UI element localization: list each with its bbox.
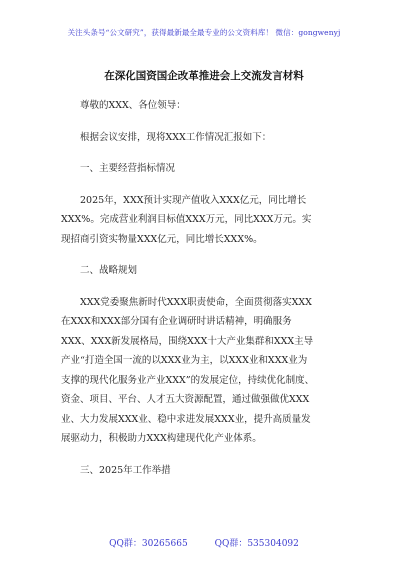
section2-line: 支撑的现代化服务业产业XXX”的发展定位，持续优化制度、 xyxy=(61,374,315,386)
section2-line: 业、大力发展XXX业、稳中求进发展XXX业，提升高质量发 xyxy=(61,413,311,425)
footer-qq-group-1: QQ群：30265665 xyxy=(109,539,188,549)
section2-line: 资金、项目、平台、人才五大资源配置，通过做强做优XXX xyxy=(61,394,310,405)
greeting: 尊敬的XXX、各位领导： xyxy=(80,100,186,111)
footer xyxy=(0,536,408,549)
document-body xyxy=(61,96,347,480)
section2-line: 在XXX和XXX部分国有企业调研时讲话精神，明确服务 xyxy=(61,316,292,327)
footer-qq-group-2: QQ群：535304092 xyxy=(214,539,299,549)
section2-line: XXX、XXX新发展格局，围绕XXX十大产业集群和XXX主导 xyxy=(61,335,314,347)
section2-line: 产业“打造全国一流的以XXX业为主，以XXX业和XXX业为 xyxy=(61,355,308,366)
header-banner: 关注头条号“公文研究”，获得最新最全最专业的公文资料库！ 微信：gongwenyj xyxy=(67,28,341,37)
section2-line: 展驱动力，积极助力XXX构建现代化产业体系。 xyxy=(61,433,262,444)
section-heading-3: 三、2025年工作举措 xyxy=(80,464,171,476)
section1-line: 2025年，XXX预计实现产值收入XXX亿元，同比增长 xyxy=(80,194,307,206)
section1-line: XXX%。完成营业利润目标值XXX万元，同比XXX万元。实 xyxy=(61,214,312,225)
section-heading-1: 一、主要经营指标情况 xyxy=(80,163,176,174)
intro-paragraph: 根据会议安排，现将XXX工作情况汇报如下： xyxy=(80,131,272,143)
document-title: 在深化国资国企改革推进会上交流发言材料 xyxy=(104,70,304,82)
section1-line: 现招商引资实物量XXX亿元，同比增长XXX%。 xyxy=(61,233,263,245)
section-heading-2: 二、战略规划 xyxy=(80,265,138,276)
section2-line: XXX党委聚焦新时代XXX职责使命，全面贯彻落实XXX xyxy=(80,296,312,308)
